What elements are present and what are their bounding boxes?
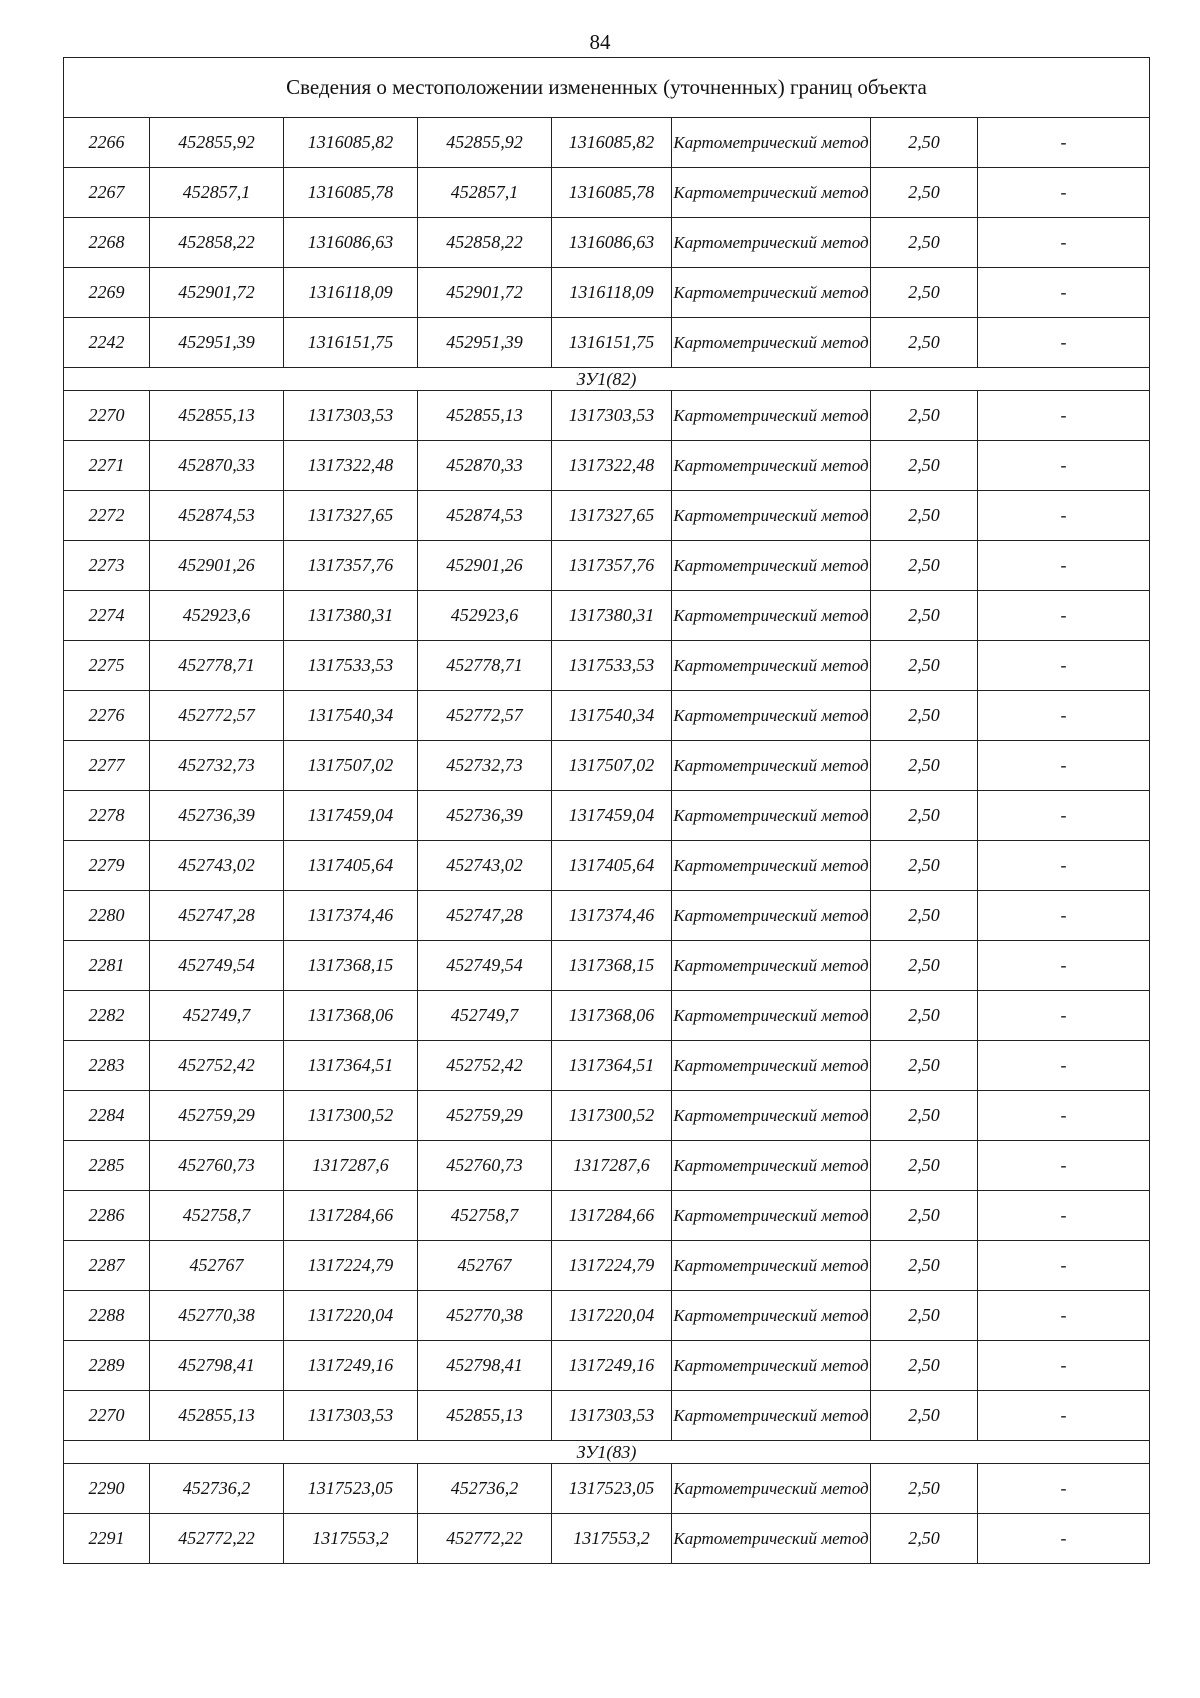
method-cell: Картометрический метод — [672, 1391, 871, 1441]
refined-y-cell: 1317303,53 — [552, 391, 672, 441]
existing-y-cell: 1317322,48 — [284, 441, 418, 491]
refined-x-cell: 452901,26 — [418, 541, 552, 591]
refined-x-cell: 452855,13 — [418, 1391, 552, 1441]
existing-x-cell: 452749,54 — [150, 941, 284, 991]
table-row — [64, 441, 1150, 491]
point-number-cell: 2285 — [64, 1141, 150, 1191]
refined-x-cell: 452752,42 — [418, 1041, 552, 1091]
existing-x-cell: 452759,29 — [150, 1091, 284, 1141]
method-cell: Картометрический метод — [672, 791, 871, 841]
table-row — [64, 591, 1150, 641]
accuracy-cell: 2,50 — [871, 791, 978, 841]
refined-x-cell: 452855,13 — [418, 391, 552, 441]
method-cell: Картометрический метод — [672, 641, 871, 691]
existing-x-cell: 452951,39 — [150, 318, 284, 368]
refined-x-cell: 452798,41 — [418, 1341, 552, 1391]
note-cell: - — [978, 1341, 1150, 1391]
refined-y-cell: 1317405,64 — [552, 841, 672, 891]
refined-y-cell: 1317374,46 — [552, 891, 672, 941]
table-row — [64, 168, 1150, 218]
point-number-cell: 2283 — [64, 1041, 150, 1091]
existing-x-cell: 452855,92 — [150, 118, 284, 168]
existing-x-cell: 452743,02 — [150, 841, 284, 891]
table-row — [64, 541, 1150, 591]
note-cell: - — [978, 1514, 1150, 1564]
accuracy-cell: 2,50 — [871, 441, 978, 491]
refined-x-cell: 452747,28 — [418, 891, 552, 941]
note-cell: - — [978, 1141, 1150, 1191]
refined-x-cell: 452855,92 — [418, 118, 552, 168]
method-cell: Картометрический метод — [672, 1341, 871, 1391]
method-cell: Картометрический метод — [672, 691, 871, 741]
existing-x-cell: 452747,28 — [150, 891, 284, 941]
existing-y-cell: 1317364,51 — [284, 1041, 418, 1091]
accuracy-cell: 2,50 — [871, 168, 978, 218]
refined-x-cell: 452732,73 — [418, 741, 552, 791]
table-row — [64, 891, 1150, 941]
refined-y-cell: 1317284,66 — [552, 1191, 672, 1241]
existing-x-cell: 452923,6 — [150, 591, 284, 641]
method-cell: Картометрический метод — [672, 1091, 871, 1141]
accuracy-cell: 2,50 — [871, 1141, 978, 1191]
table-row — [64, 1341, 1150, 1391]
refined-y-cell: 1317553,2 — [552, 1514, 672, 1564]
accuracy-cell: 2,50 — [871, 491, 978, 541]
accuracy-cell: 2,50 — [871, 1391, 978, 1441]
existing-x-cell: 452770,38 — [150, 1291, 284, 1341]
accuracy-cell: 2,50 — [871, 1091, 978, 1141]
existing-x-cell: 452858,22 — [150, 218, 284, 268]
refined-y-cell: 1317322,48 — [552, 441, 672, 491]
existing-y-cell: 1317224,79 — [284, 1241, 418, 1291]
existing-y-cell: 1317368,15 — [284, 941, 418, 991]
existing-x-cell: 452772,57 — [150, 691, 284, 741]
note-cell: - — [978, 218, 1150, 268]
existing-x-cell: 452857,1 — [150, 168, 284, 218]
note-cell: - — [978, 591, 1150, 641]
accuracy-cell: 2,50 — [871, 318, 978, 368]
method-cell: Картометрический метод — [672, 991, 871, 1041]
accuracy-cell: 2,50 — [871, 1041, 978, 1091]
existing-x-cell: 452736,39 — [150, 791, 284, 841]
accuracy-cell: 2,50 — [871, 1241, 978, 1291]
refined-y-cell: 1317327,65 — [552, 491, 672, 541]
method-cell: Картометрический метод — [672, 441, 871, 491]
accuracy-cell: 2,50 — [871, 841, 978, 891]
point-number-cell: 2242 — [64, 318, 150, 368]
method-cell: Картометрический метод — [672, 318, 871, 368]
section-header-row — [64, 368, 1150, 391]
table-row — [64, 1241, 1150, 1291]
refined-y-cell: 1317303,53 — [552, 1391, 672, 1441]
refined-y-cell: 1317300,52 — [552, 1091, 672, 1141]
note-cell: - — [978, 1191, 1150, 1241]
refined-x-cell: 452767 — [418, 1241, 552, 1291]
note-cell: - — [978, 1241, 1150, 1291]
existing-x-cell: 452798,41 — [150, 1341, 284, 1391]
existing-y-cell: 1317459,04 — [284, 791, 418, 841]
existing-y-cell: 1317553,2 — [284, 1514, 418, 1564]
point-number-cell: 2269 — [64, 268, 150, 318]
existing-y-cell: 1317374,46 — [284, 891, 418, 941]
refined-y-cell: 1317459,04 — [552, 791, 672, 841]
refined-y-cell: 1317368,06 — [552, 991, 672, 1041]
table-row — [64, 991, 1150, 1041]
point-number-cell: 2289 — [64, 1341, 150, 1391]
note-cell: - — [978, 841, 1150, 891]
point-number-cell: 2273 — [64, 541, 150, 591]
existing-x-cell: 452855,13 — [150, 1391, 284, 1441]
existing-y-cell: 1317284,66 — [284, 1191, 418, 1241]
existing-x-cell: 452749,7 — [150, 991, 284, 1041]
refined-x-cell: 452736,2 — [418, 1464, 552, 1514]
accuracy-cell: 2,50 — [871, 1341, 978, 1391]
page-number: 84 — [589, 30, 611, 54]
refined-x-cell: 452749,54 — [418, 941, 552, 991]
refined-x-cell: 452758,7 — [418, 1191, 552, 1241]
refined-x-cell: 452901,72 — [418, 268, 552, 318]
existing-y-cell: 1317533,53 — [284, 641, 418, 691]
note-cell: - — [978, 541, 1150, 591]
existing-y-cell: 1317287,6 — [284, 1141, 418, 1191]
table-body — [64, 58, 1150, 1564]
existing-y-cell: 1317249,16 — [284, 1341, 418, 1391]
note-cell: - — [978, 941, 1150, 991]
point-number-cell: 2270 — [64, 391, 150, 441]
method-cell: Картометрический метод — [672, 1241, 871, 1291]
existing-y-cell: 1316118,09 — [284, 268, 418, 318]
table-row — [64, 1041, 1150, 1091]
refined-x-cell: 452923,6 — [418, 591, 552, 641]
refined-y-cell: 1317224,79 — [552, 1241, 672, 1291]
table-row — [64, 491, 1150, 541]
accuracy-cell: 2,50 — [871, 218, 978, 268]
existing-y-cell: 1317220,04 — [284, 1291, 418, 1341]
accuracy-cell: 2,50 — [871, 691, 978, 741]
existing-x-cell: 452767 — [150, 1241, 284, 1291]
accuracy-cell: 2,50 — [871, 941, 978, 991]
table-row — [64, 318, 1150, 368]
existing-x-cell: 452870,33 — [150, 441, 284, 491]
table-row — [64, 1191, 1150, 1241]
existing-x-cell: 452736,2 — [150, 1464, 284, 1514]
method-cell: Картометрический метод — [672, 1291, 871, 1341]
existing-y-cell: 1316151,75 — [284, 318, 418, 368]
existing-x-cell: 452874,53 — [150, 491, 284, 541]
table-row — [64, 641, 1150, 691]
accuracy-cell: 2,50 — [871, 1464, 978, 1514]
point-number-cell: 2274 — [64, 591, 150, 641]
refined-y-cell: 1317368,15 — [552, 941, 672, 991]
table-row — [64, 1514, 1150, 1564]
existing-y-cell: 1317507,02 — [284, 741, 418, 791]
point-number-cell: 2287 — [64, 1241, 150, 1291]
point-number-cell: 2278 — [64, 791, 150, 841]
existing-y-cell: 1317303,53 — [284, 1391, 418, 1441]
refined-x-cell: 452857,1 — [418, 168, 552, 218]
refined-x-cell: 452778,71 — [418, 641, 552, 691]
method-cell: Картометрический метод — [672, 168, 871, 218]
method-cell: Картометрический метод — [672, 1514, 871, 1564]
note-cell: - — [978, 391, 1150, 441]
point-number-cell: 2266 — [64, 118, 150, 168]
existing-x-cell: 452732,73 — [150, 741, 284, 791]
existing-y-cell: 1317303,53 — [284, 391, 418, 441]
existing-y-cell: 1317380,31 — [284, 591, 418, 641]
method-cell: Картометрический метод — [672, 491, 871, 541]
refined-x-cell: 452874,53 — [418, 491, 552, 541]
refined-y-cell: 1317523,05 — [552, 1464, 672, 1514]
note-cell: - — [978, 1041, 1150, 1091]
refined-y-cell: 1317533,53 — [552, 641, 672, 691]
accuracy-cell: 2,50 — [871, 268, 978, 318]
refined-x-cell: 452858,22 — [418, 218, 552, 268]
existing-y-cell: 1317368,06 — [284, 991, 418, 1041]
method-cell: Картометрический метод — [672, 1464, 871, 1514]
point-number-cell: 2267 — [64, 168, 150, 218]
method-cell: Картометрический метод — [672, 268, 871, 318]
accuracy-cell: 2,50 — [871, 1291, 978, 1341]
table-row — [64, 268, 1150, 318]
note-cell: - — [978, 1464, 1150, 1514]
existing-y-cell: 1316086,63 — [284, 218, 418, 268]
method-cell: Картометрический метод — [672, 218, 871, 268]
refined-y-cell: 1316085,78 — [552, 168, 672, 218]
refined-x-cell: 452749,7 — [418, 991, 552, 1041]
method-cell: Картометрический метод — [672, 1191, 871, 1241]
refined-x-cell: 452772,22 — [418, 1514, 552, 1564]
section-label: ЗУ1(82) — [64, 368, 1150, 391]
table-row — [64, 1391, 1150, 1441]
point-number-cell: 2288 — [64, 1291, 150, 1341]
method-cell: Картометрический метод — [672, 1141, 871, 1191]
refined-x-cell: 452770,38 — [418, 1291, 552, 1341]
point-number-cell: 2270 — [64, 1391, 150, 1441]
point-number-cell: 2286 — [64, 1191, 150, 1241]
existing-y-cell: 1317540,34 — [284, 691, 418, 741]
point-number-cell: 2276 — [64, 691, 150, 741]
method-cell: Картометрический метод — [672, 891, 871, 941]
existing-y-cell: 1316085,78 — [284, 168, 418, 218]
note-cell: - — [978, 441, 1150, 491]
existing-x-cell: 452752,42 — [150, 1041, 284, 1091]
existing-x-cell: 452758,7 — [150, 1191, 284, 1241]
method-cell: Картометрический метод — [672, 841, 871, 891]
note-cell: - — [978, 991, 1150, 1041]
existing-y-cell: 1317405,64 — [284, 841, 418, 891]
point-number-cell: 2268 — [64, 218, 150, 268]
table-title-row — [64, 58, 1150, 118]
note-cell: - — [978, 741, 1150, 791]
note-cell: - — [978, 268, 1150, 318]
existing-x-cell: 452778,71 — [150, 641, 284, 691]
point-number-cell: 2282 — [64, 991, 150, 1041]
existing-y-cell: 1317523,05 — [284, 1464, 418, 1514]
method-cell: Картометрический метод — [672, 591, 871, 641]
refined-y-cell: 1317357,76 — [552, 541, 672, 591]
point-number-cell: 2277 — [64, 741, 150, 791]
table-row — [64, 218, 1150, 268]
accuracy-cell: 2,50 — [871, 891, 978, 941]
point-number-cell: 2271 — [64, 441, 150, 491]
accuracy-cell: 2,50 — [871, 1191, 978, 1241]
note-cell: - — [978, 641, 1150, 691]
section-label: ЗУ1(83) — [64, 1441, 1150, 1464]
accuracy-cell: 2,50 — [871, 118, 978, 168]
section-header-row — [64, 1441, 1150, 1464]
point-number-cell: 2272 — [64, 491, 150, 541]
refined-y-cell: 1316085,82 — [552, 118, 672, 168]
method-cell: Картометрический метод — [672, 541, 871, 591]
accuracy-cell: 2,50 — [871, 1514, 978, 1564]
boundary-coordinates-table — [63, 57, 1150, 1564]
note-cell: - — [978, 118, 1150, 168]
method-cell: Картометрический метод — [672, 118, 871, 168]
table-row — [64, 118, 1150, 168]
existing-x-cell: 452901,72 — [150, 268, 284, 318]
table-row — [64, 791, 1150, 841]
table-row — [64, 941, 1150, 991]
existing-y-cell: 1317357,76 — [284, 541, 418, 591]
existing-x-cell: 452772,22 — [150, 1514, 284, 1564]
refined-x-cell: 452870,33 — [418, 441, 552, 491]
point-number-cell: 2291 — [64, 1514, 150, 1564]
refined-y-cell: 1316086,63 — [552, 218, 672, 268]
table-row — [64, 841, 1150, 891]
table-row — [64, 691, 1150, 741]
table-row — [64, 741, 1150, 791]
point-number-cell: 2290 — [64, 1464, 150, 1514]
method-cell: Картометрический метод — [672, 941, 871, 991]
method-cell: Картометрический метод — [672, 741, 871, 791]
refined-x-cell: 452759,29 — [418, 1091, 552, 1141]
accuracy-cell: 2,50 — [871, 991, 978, 1041]
note-cell: - — [978, 1391, 1150, 1441]
refined-y-cell: 1317380,31 — [552, 591, 672, 641]
accuracy-cell: 2,50 — [871, 391, 978, 441]
point-number-cell: 2281 — [64, 941, 150, 991]
refined-x-cell: 452736,39 — [418, 791, 552, 841]
note-cell: - — [978, 168, 1150, 218]
refined-y-cell: 1316151,75 — [552, 318, 672, 368]
existing-y-cell: 1316085,82 — [284, 118, 418, 168]
table-row — [64, 1091, 1150, 1141]
table-row — [64, 1141, 1150, 1191]
point-number-cell: 2275 — [64, 641, 150, 691]
accuracy-cell: 2,50 — [871, 591, 978, 641]
method-cell: Картометрический метод — [672, 391, 871, 441]
accuracy-cell: 2,50 — [871, 641, 978, 691]
refined-y-cell: 1317220,04 — [552, 1291, 672, 1341]
accuracy-cell: 2,50 — [871, 741, 978, 791]
existing-x-cell: 452760,73 — [150, 1141, 284, 1191]
table-row — [64, 391, 1150, 441]
note-cell: - — [978, 891, 1150, 941]
existing-y-cell: 1317327,65 — [284, 491, 418, 541]
note-cell: - — [978, 691, 1150, 741]
refined-x-cell: 452772,57 — [418, 691, 552, 741]
note-cell: - — [978, 318, 1150, 368]
point-number-cell: 2279 — [64, 841, 150, 891]
refined-y-cell: 1317364,51 — [552, 1041, 672, 1091]
note-cell: - — [978, 1091, 1150, 1141]
table-title: Сведения о местоположении измененных (уточненных) границ объекта — [64, 58, 1150, 118]
refined-y-cell: 1317507,02 — [552, 741, 672, 791]
point-number-cell: 2284 — [64, 1091, 150, 1141]
existing-x-cell: 452855,13 — [150, 391, 284, 441]
refined-y-cell: 1317540,34 — [552, 691, 672, 741]
method-cell: Картометрический метод — [672, 1041, 871, 1091]
note-cell: - — [978, 791, 1150, 841]
refined-x-cell: 452951,39 — [418, 318, 552, 368]
refined-x-cell: 452760,73 — [418, 1141, 552, 1191]
existing-y-cell: 1317300,52 — [284, 1091, 418, 1141]
refined-y-cell: 1316118,09 — [552, 268, 672, 318]
accuracy-cell: 2,50 — [871, 541, 978, 591]
refined-x-cell: 452743,02 — [418, 841, 552, 891]
note-cell: - — [978, 1291, 1150, 1341]
refined-y-cell: 1317249,16 — [552, 1341, 672, 1391]
note-cell: - — [978, 491, 1150, 541]
table-row — [64, 1291, 1150, 1341]
refined-y-cell: 1317287,6 — [552, 1141, 672, 1191]
table-row — [64, 1464, 1150, 1514]
existing-x-cell: 452901,26 — [150, 541, 284, 591]
point-number-cell: 2280 — [64, 891, 150, 941]
